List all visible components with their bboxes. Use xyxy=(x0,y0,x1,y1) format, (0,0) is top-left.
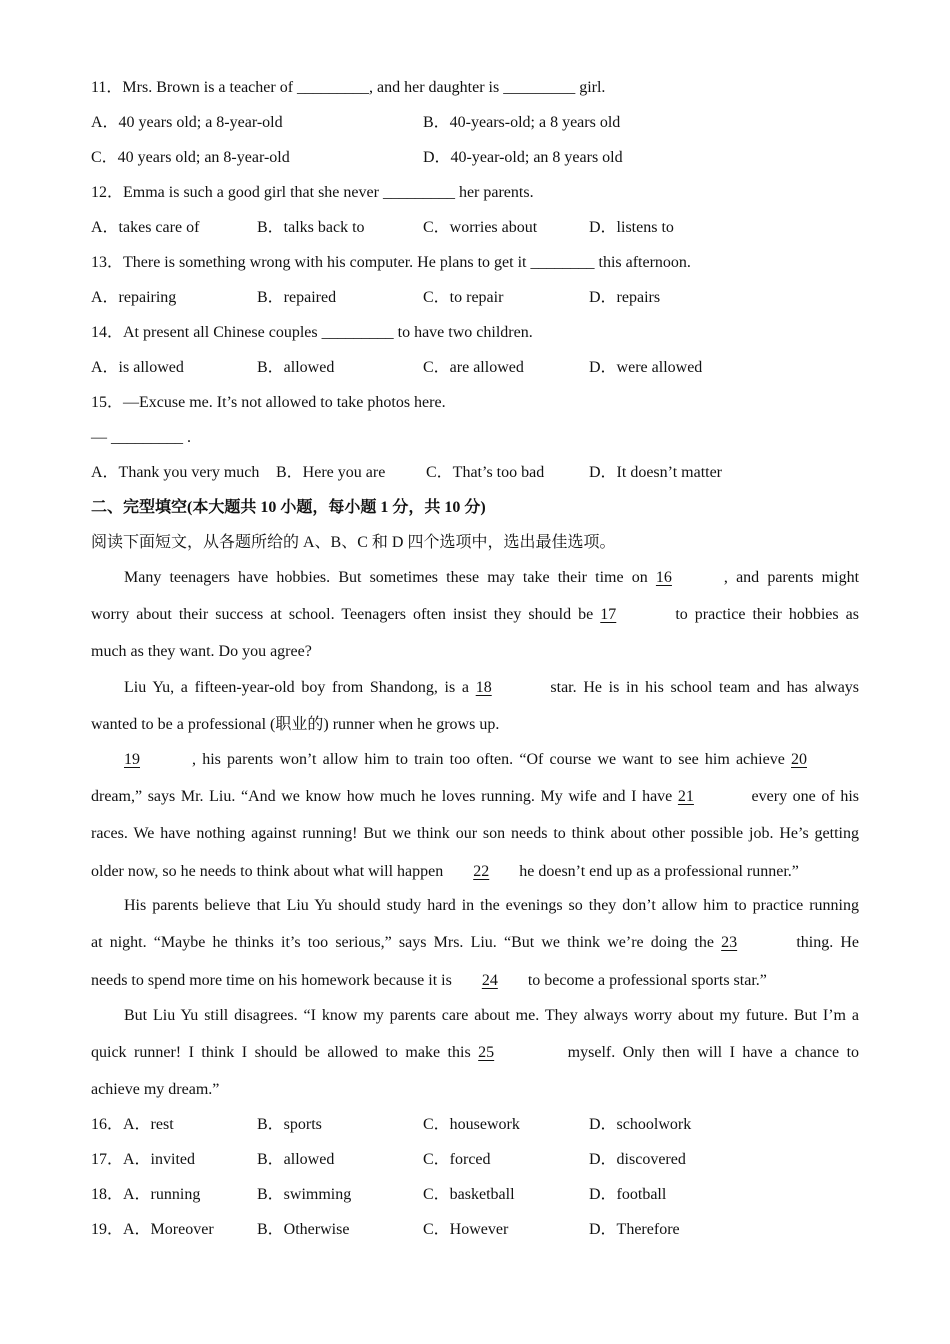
cloze-19-option-d: D．Therefore xyxy=(589,1221,680,1238)
text-run: at night. “Maybe he thinks it’s too serious,” says Mrs. Liu. “But we think we’re doing the xyxy=(91,934,714,951)
cloze-16-option-b: B．sports xyxy=(257,1116,322,1133)
cloze-18-option-b: B．swimming xyxy=(257,1186,352,1203)
text-run: Liu Yu, a fifteen-year-old boy from Shandong, is a xyxy=(124,679,469,696)
passage-p1-line3: much as they want. Do you agree? xyxy=(91,643,312,660)
passage-p1-line2 xyxy=(91,607,859,623)
text-run: dream,” says Mr. Liu. “And we know how much he loves running. My wife and I have xyxy=(91,788,673,805)
section-2-instruction: 阅读下面短文，从各题所给的 A、B、C 和 D 四个选项中，选出最佳选项。 xyxy=(91,534,616,551)
question-11-option-b: B．40-years-old; a 8 years old xyxy=(423,114,621,131)
question-15-option-b: B．Here you are xyxy=(276,464,386,481)
cloze-19-option-b: B．Otherwise xyxy=(257,1221,350,1238)
question-15-option-c: C．That’s too bad xyxy=(426,464,545,481)
question-12-stem: 12．Emma is such a good girl that she never _________ her parents. xyxy=(91,184,534,201)
question-11-option-a: A．40 years old; a 8-year-old xyxy=(91,114,283,131)
text-run: worry about their success at school. Teenagers often insist they should be xyxy=(91,606,594,623)
question-14-option-b: B．allowed xyxy=(257,359,335,376)
text-run: needs to spend more time on his homework because it is xyxy=(91,972,452,989)
text-run: thing. He xyxy=(796,934,860,951)
blank-20: 20 xyxy=(791,751,808,768)
blank-21: 21 xyxy=(677,788,694,805)
text-run: myself. Only then will I have a chance to xyxy=(567,1044,860,1061)
blank-23: 23 xyxy=(721,934,738,951)
passage-p3-line1 xyxy=(91,752,859,768)
question-15-stem: 15．—Excuse me. It’s not allowed to take photos here. xyxy=(91,394,446,411)
text-run: quick runner! I think I should be allowed to make this xyxy=(91,1044,471,1061)
question-11-stem: 11．Mrs. Brown is a teacher of _________, and her daughter is _________ girl. xyxy=(91,79,606,96)
blank-19: 19 xyxy=(124,751,140,768)
text-run: to become a professional sports star.” xyxy=(527,972,767,989)
blank-25: 25 xyxy=(478,1044,495,1061)
passage-p2-line2: wanted to be a professional (职业的) runner when he grows up. xyxy=(91,716,500,733)
blank-22: 22 xyxy=(473,863,490,880)
cloze-18-option-c: C．basketball xyxy=(423,1186,515,1203)
cloze-16-option-c: C．housework xyxy=(423,1116,520,1133)
question-14-stem: 14．At present all Chinese couples _________ to have two children. xyxy=(91,324,533,341)
question-12-option-c: C．worries about xyxy=(423,219,538,236)
question-14-option-d: D．were allowed xyxy=(589,359,703,376)
passage-p5-line1: But Liu Yu still disagrees. “I know my parents care about me. They always worry about my future. But I’m a xyxy=(124,1007,859,1024)
cloze-17-option-d: D．discovered xyxy=(589,1151,686,1168)
blank-17: 17 xyxy=(600,606,617,623)
question-11-option-d: D．40-year-old; an 8 years old xyxy=(423,149,623,166)
cloze-16-option-a: 16．A．rest xyxy=(91,1116,174,1133)
question-12-option-d: D．listens to xyxy=(589,219,674,236)
question-15-reply: — _________ . xyxy=(91,429,191,446)
question-14-option-a: A．is allowed xyxy=(91,359,184,376)
cloze-18-option-a: 18．A．running xyxy=(91,1186,201,1203)
passage-p4-line3 xyxy=(91,973,767,989)
question-14-option-c: C．are allowed xyxy=(423,359,524,376)
text-run: to practice their hobbies as xyxy=(675,606,859,623)
question-12-option-b: B．talks back to xyxy=(257,219,365,236)
question-12-option-a: A．takes care of xyxy=(91,219,200,236)
text-run: every one of his xyxy=(751,788,860,805)
question-13-stem: 13．There is something wrong with his computer. He plans to get it ________ this afternoon. xyxy=(91,254,691,271)
passage-p4-line2 xyxy=(91,935,859,951)
passage-p2-line1 xyxy=(91,680,859,696)
question-15-option-a: A．Thank you very much xyxy=(91,464,260,481)
question-13-option-b: B．repaired xyxy=(257,289,337,306)
passage-p3-line4 xyxy=(91,864,799,880)
question-13-option-d: D．repairs xyxy=(589,289,661,306)
question-13-option-c: C．to repair xyxy=(423,289,504,306)
passage-p1-line1 xyxy=(91,570,859,586)
text-run: , and parents might xyxy=(723,569,860,586)
question-15-option-d: D．It doesn’t matter xyxy=(589,464,723,481)
text-run: , his parents won’t allow him to train too often. “Of course we want to see him achieve xyxy=(192,751,785,768)
blank-24: 24 xyxy=(481,972,498,989)
cloze-17-option-a: 17．A．invited xyxy=(91,1151,195,1168)
passage-p5-line3: achieve my dream.” xyxy=(91,1081,220,1098)
section-2-title: 二、完型填空(本大题共 10 小题，每小题 1 分，共 10 分) xyxy=(91,499,486,516)
question-13-option-a: A．repairing xyxy=(91,289,177,306)
blank-18: 18 xyxy=(475,679,492,696)
passage-p3-line3: races. We have nothing against running! But we think our son needs to think about other possible job. He’s getting xyxy=(91,825,859,842)
cloze-16-option-d: D．schoolwork xyxy=(589,1116,692,1133)
question-11-option-c: C．40 years old; an 8-year-old xyxy=(91,149,290,166)
text-run: Many teenagers have hobbies. But sometimes these may take their time on xyxy=(124,569,648,586)
cloze-18-option-d: D．football xyxy=(589,1186,667,1203)
passage-p3-line2 xyxy=(91,789,859,805)
cloze-19-option-a: 19．A．Moreover xyxy=(91,1221,214,1238)
cloze-17-option-b: B．allowed xyxy=(257,1151,335,1168)
passage-p4-line1: His parents believe that Liu Yu should study hard in the evenings so they don’t allow him to practice running xyxy=(124,897,859,914)
passage-p5-line2 xyxy=(91,1045,859,1061)
text-run: star. He is in his school team and has always xyxy=(550,679,860,696)
cloze-17-option-c: C．forced xyxy=(423,1151,491,1168)
text-run: older now, so he needs to think about what will happen xyxy=(91,863,444,880)
text-run: he doesn’t end up as a professional runner.” xyxy=(519,863,799,880)
blank-16: 16 xyxy=(655,569,672,586)
cloze-19-option-c: C．However xyxy=(423,1221,509,1238)
